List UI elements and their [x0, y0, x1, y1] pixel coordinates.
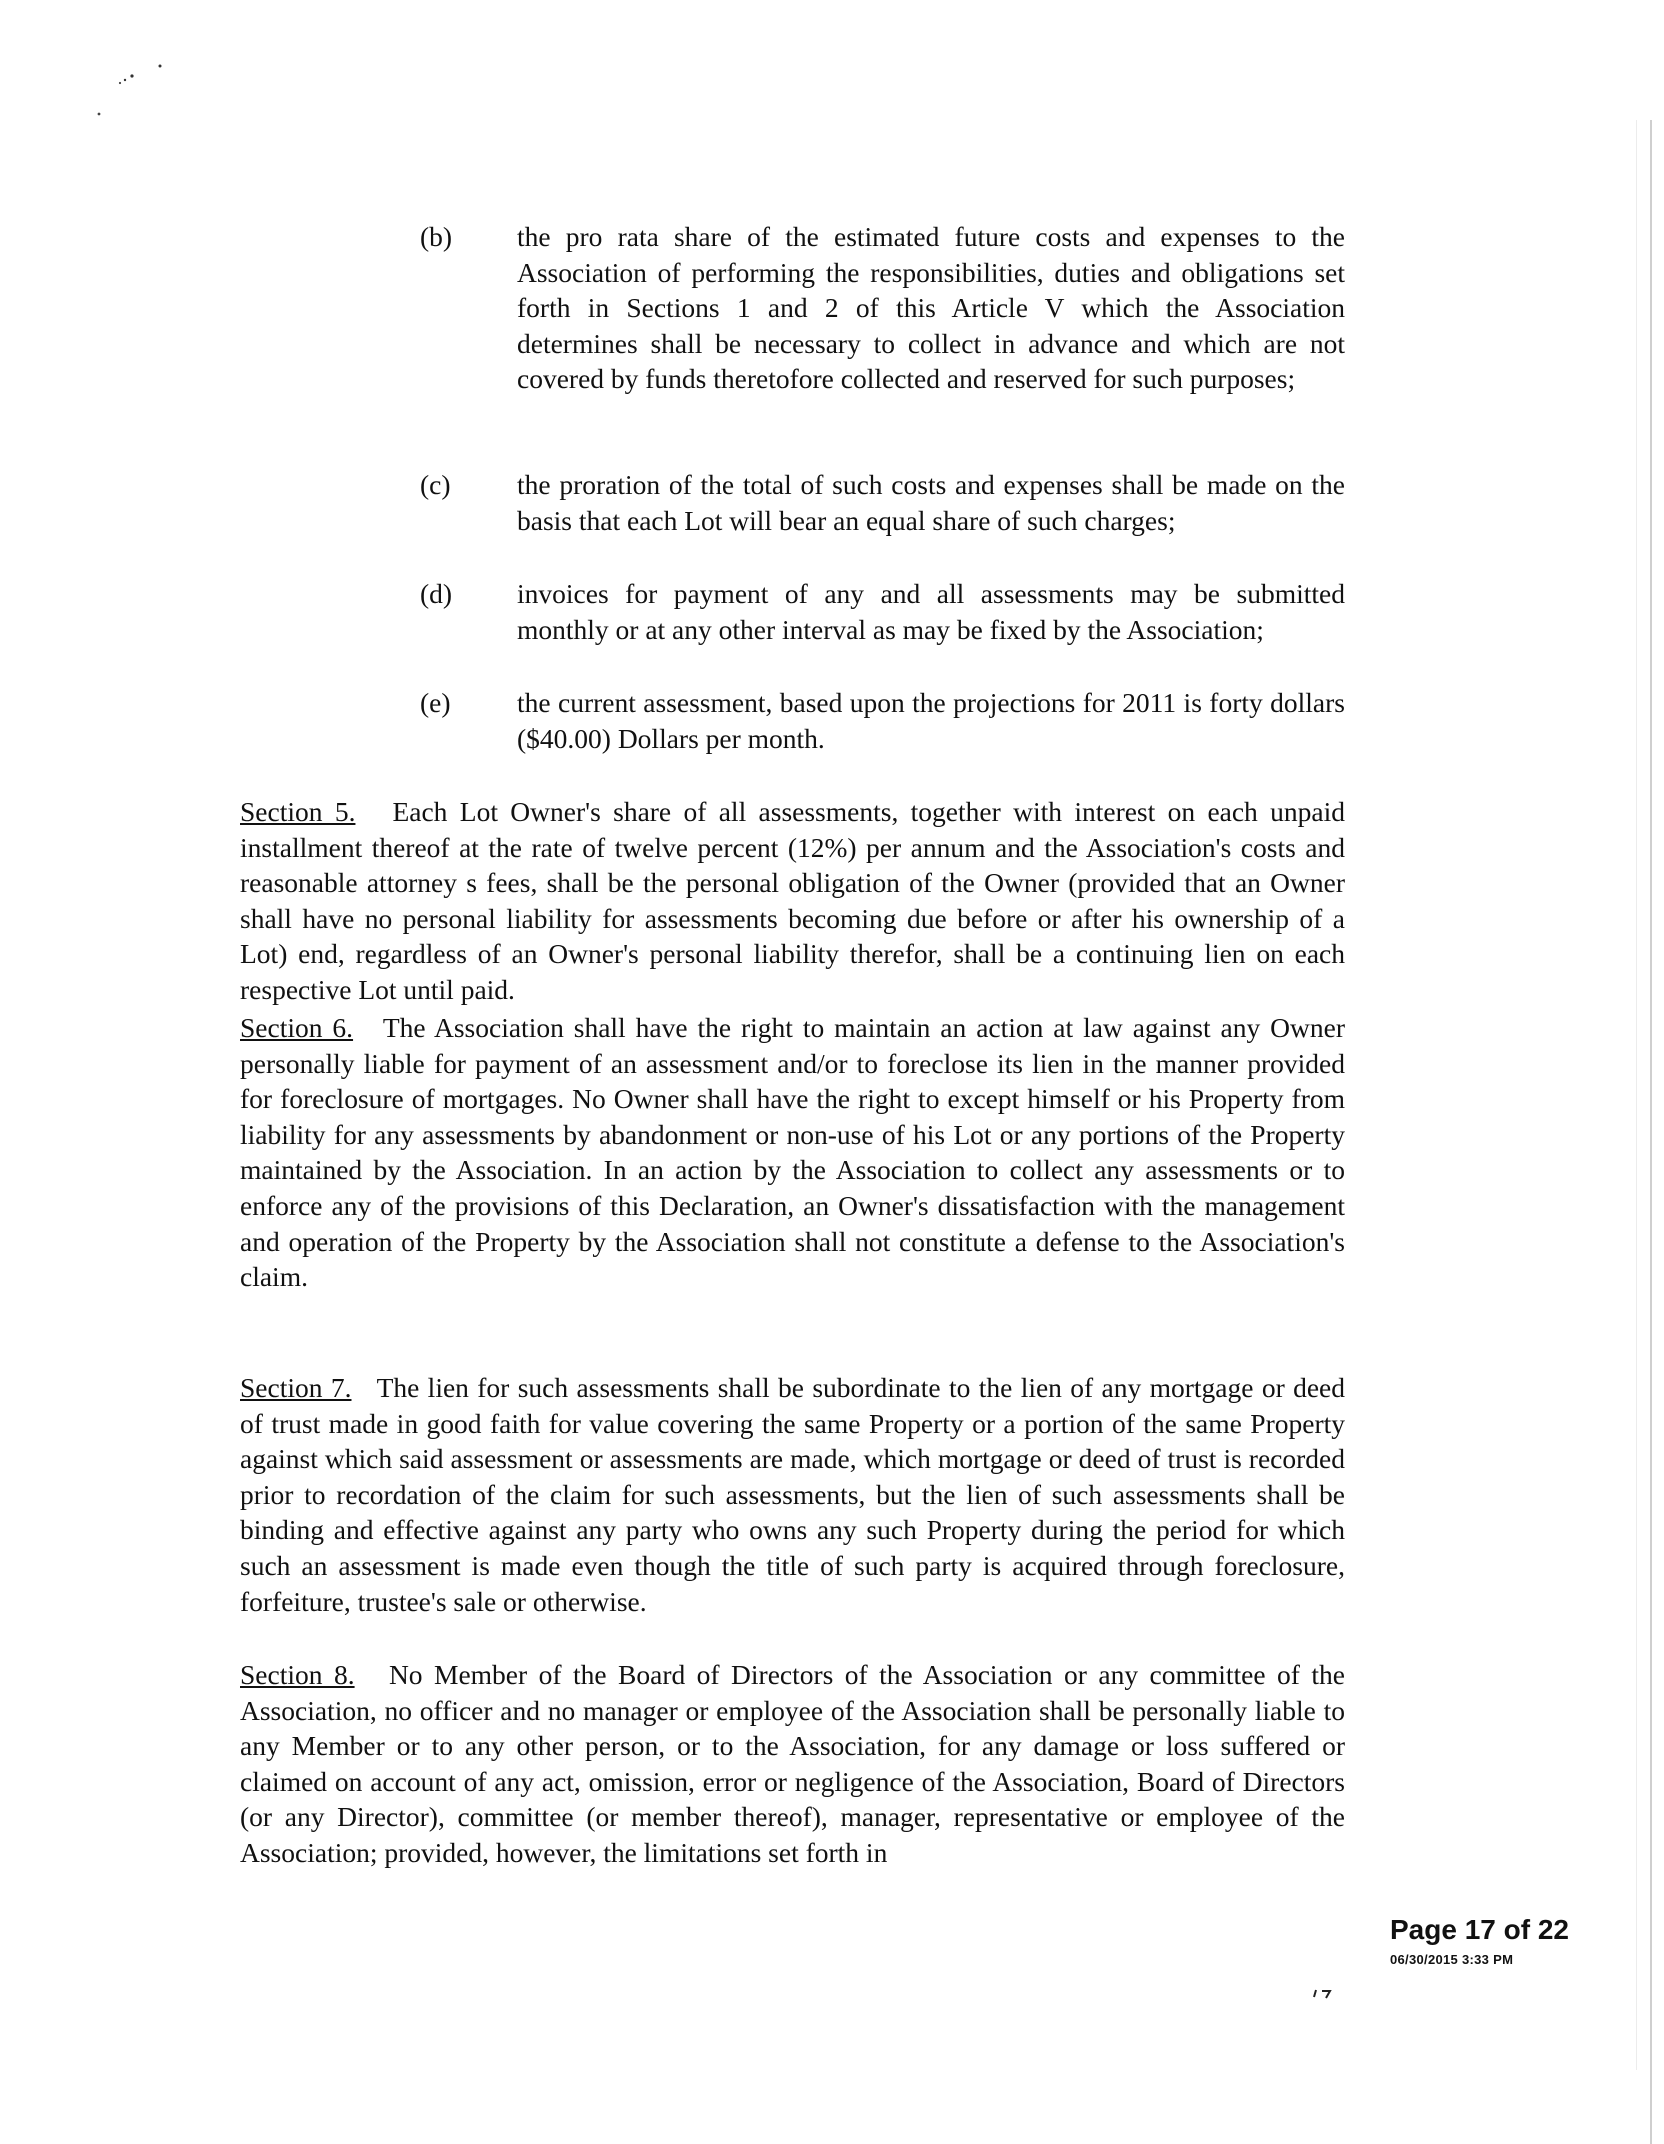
section-label: Section 8.: [240, 1659, 355, 1690]
section-paragraph: [240, 1370, 1345, 1619]
section-paragraph: [240, 794, 1345, 1008]
section-paragraph: [240, 1657, 1345, 1871]
section-label: Section 7.: [240, 1372, 352, 1403]
section-text: The lien for such assessments shall be subordinate to the lien of any mortgage or deed of trust made in good faith for value covering the same Property or a portion of the same Property against which said assessment or assessments are made, which mortgage or deed of trust is recorded prior to recordation of the claim for such assessments, but the lien of such assessments shall be binding and effective against any party who owns any such Property during the period for which such an assessment is made even though the title of such party is acquired through foreclosure, forfeiture, trustee's sale or otherwise.: [240, 1372, 1346, 1617]
section-paragraph: [240, 1010, 1345, 1295]
scan-artifact: [90, 56, 200, 126]
list-item-label: (e): [420, 687, 451, 718]
list-item-text: invoices for payment of any and all assessments may be submitted monthly or at any other interval as may be fixed by the Association;: [517, 578, 1345, 645]
section-label: Section 6.: [240, 1012, 354, 1043]
section-text: No Member of the Board of Directors of the Association or any committee of the Association, no officer and no manager or employee of the Association shall be personally liable to any Member or to any other person, or to the Association, for any damage or loss suffered or claimed on account of any act, omission, error or negligence of the Association, Board of Directors (or any Director), committee (or member thereof), manager, representative or employee of the Association; provided, however, the limitations set forth in: [240, 1659, 1345, 1868]
scan-edge-line: [1636, 120, 1637, 2070]
handwritten-mark: [1308, 1986, 1348, 2000]
timestamp: 06/30/2015 3:33 PM: [1390, 1952, 1514, 1967]
list-item-label: (c): [420, 469, 451, 500]
list-item-label: (d): [420, 578, 453, 609]
section-text: The Association shall have the right to maintain an action at law against any Owner personally liable for payment of an assessment and/or to foreclose its lien in the manner provided for foreclosure of mortgages. No Owner shall have the right to except himself or his Property from liability for any assessments by abandonment or non-use of his Lot or any portions of the Property maintained by the Association. In an action by the Association to collect any assessments or to enforce any of the provisions of this Declaration, an Owner's dissatisfaction with the management and operation of the Property by the Association shall not constitute a defense to the Association's claim.: [240, 1012, 1345, 1293]
list-item-label: (b): [420, 221, 453, 252]
list-item-text: the current assessment, based upon the projections for 2011 is forty dollars ($40.00) Dollars per month.: [517, 687, 1345, 754]
list-item-text: the pro rata share of the estimated future costs and expenses to the Association of performing the responsibilities, duties and obligations set forth in Sections 1 and 2 of this Article V which the Association determines shall be necessary to collect in advance and which are not covered by funds theretofore collected and reserved for such purposes;: [517, 221, 1345, 395]
page-number: Page 17 of 22: [1390, 1914, 1569, 1945]
section-text: Each Lot Owner's share of all assessments, together with interest on each unpaid installment thereof at the rate of twelve percent (12%) per annum and the Association's costs and reasonable attorney s fees, shall be the personal obligation of the Owner (provided that an Owner shall have no personal liability for assessments becoming due before or after his ownership of a Lot) end, regardless of an Owner's personal liability therefor, shall be a continuing lien on each respective Lot until paid.: [240, 796, 1345, 1005]
scan-edge-line: [1650, 120, 1652, 2144]
list-item-text: the proration of the total of such costs and expenses shall be made on the basis that each Lot will bear an equal share of such charges;: [517, 469, 1345, 536]
section-label: Section 5.: [240, 796, 356, 827]
